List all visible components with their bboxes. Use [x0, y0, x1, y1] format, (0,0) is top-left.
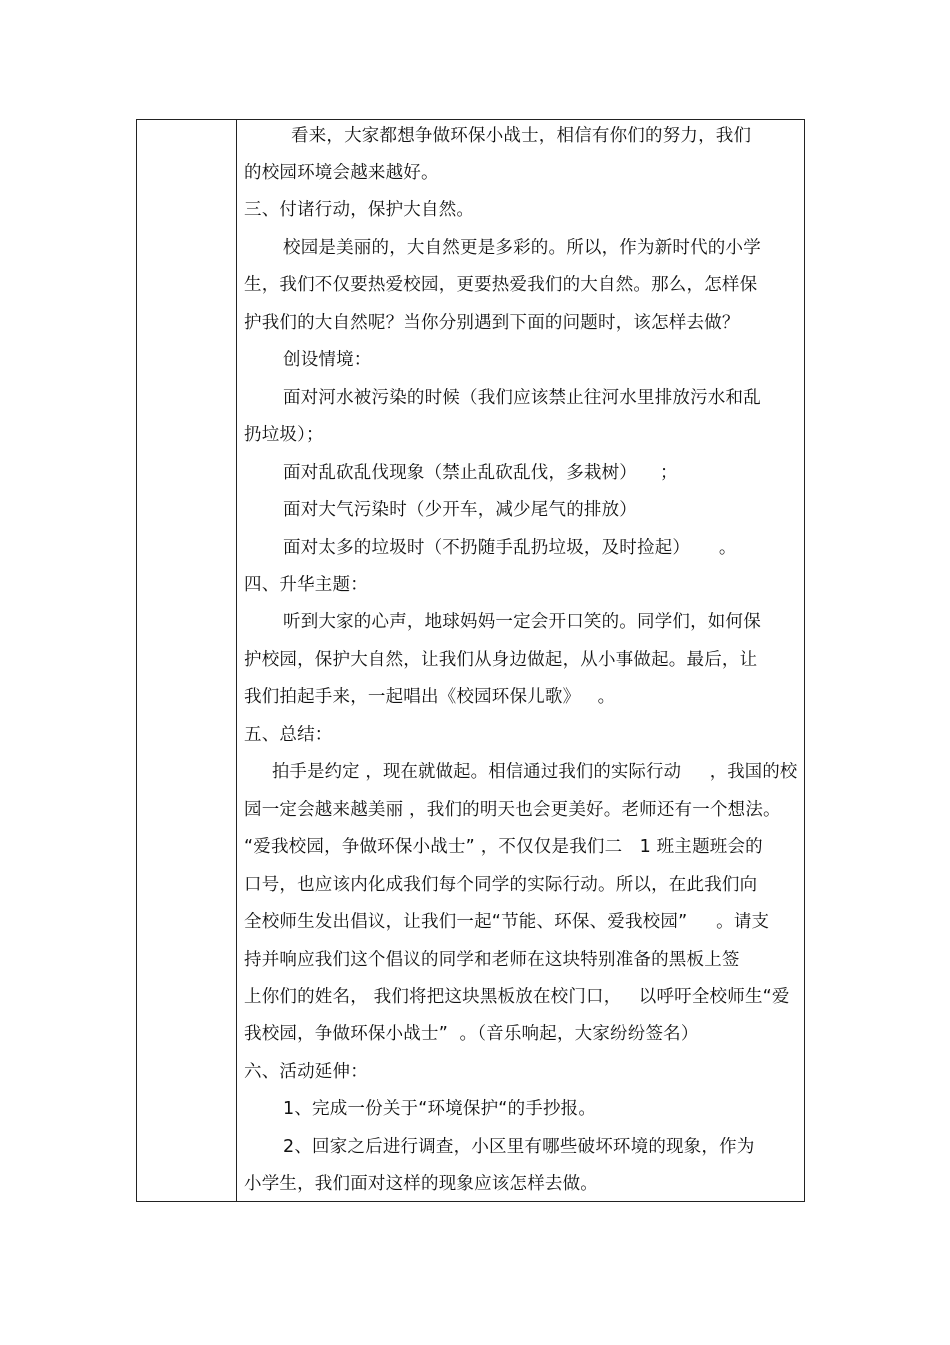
list-item: 2、回家之后进行调查，小区里有哪些破坏环境的现象，作为 — [283, 1137, 755, 1157]
paragraph-line: 面对大气污染时（少开车，减少尾气的排放） — [283, 500, 637, 520]
paragraph-line: 园一定会越来越美丽 ，我们的明天也会更美好。老师还有一个想法。 — [244, 800, 781, 820]
paragraph-line: 看来，大家都想争做环保小战士，相信有你们的努力，我们 — [291, 126, 752, 146]
paragraph-line: 面对太多的垃圾时（不扔随手乱扔垃圾，及时捡起） 。 — [283, 538, 737, 558]
section-heading: 六、活动延伸： — [244, 1062, 368, 1082]
paragraph-line: 面对乱砍乱伐现象（禁止乱砍乱伐，多栽树） ； — [283, 463, 678, 483]
paragraph-line: 小学生，我们面对这样的现象应该怎样去做。 — [244, 1174, 598, 1194]
list-item: 1、完成一份关于“环境保护“的手抄报。 — [283, 1099, 597, 1119]
section-heading: 四、升华主题： — [244, 575, 368, 595]
paragraph-line: 我校园，争做环保小战士” 。（音乐响起，大家纷纷签名） — [244, 1024, 699, 1044]
paragraph-line: 校园是美丽的，大自然更是多彩的。所以，作为新时代的小学 — [283, 238, 761, 258]
paragraph-line: “爱我校园，争做环保小战士” ，不仅仅是我们二 1 班主题班会的 — [244, 837, 763, 857]
paragraph-line: 拍手是约定 ，现在就做起。相信通过我们的实际行动 ，我国的校 — [272, 762, 798, 782]
paragraph-line: 护校园，保护大自然，让我们从身边做起，从小事做起。最后，让 — [244, 650, 758, 670]
paragraph-line: 口号，也应该内化成我们每个同学的实际行动。所以，在此我们向 — [244, 875, 758, 895]
paragraph-line: 的校园环境会越来越好。 — [244, 163, 439, 183]
paragraph-line: 听到大家的心声，地球妈妈一定会开口笑的。同学们，如何保 — [283, 612, 761, 632]
paragraph-line: 创设情境： — [283, 350, 372, 370]
paragraph-line: 持并响应我们这个倡议的同学和老师在这块特别准备的黑板上签 — [244, 950, 740, 970]
paragraph-line: 扔垃圾）； — [244, 425, 324, 445]
paragraph-line: 护我们的大自然呢？当你分别遇到下面的问题时，该怎样去做？ — [244, 313, 740, 333]
paragraph-line: 上你们的姓名， 我们将把这块黑板放在校门口， 以呼吁全校师生“爱 — [244, 987, 790, 1007]
table-left-column — [137, 120, 237, 1201]
section-heading: 五、总结： — [244, 725, 333, 745]
section-heading: 三、付诸行动，保护大自然。 — [244, 200, 475, 220]
paragraph-line: 面对河水被污染的时候（我们应该禁止往河水里排放污水和乱 — [283, 388, 761, 408]
paragraph-line: 生，我们不仅要热爱校园，更要热爱我们的大自然。那么，怎样保 — [244, 275, 758, 295]
paragraph-line: 我们拍起手来，一起唱出《校园环保儿歌》 。 — [244, 687, 616, 707]
paragraph-line: 全校师生发出倡议，让我们一起“节能、环保、爱我校园” 。请支 — [244, 912, 770, 932]
